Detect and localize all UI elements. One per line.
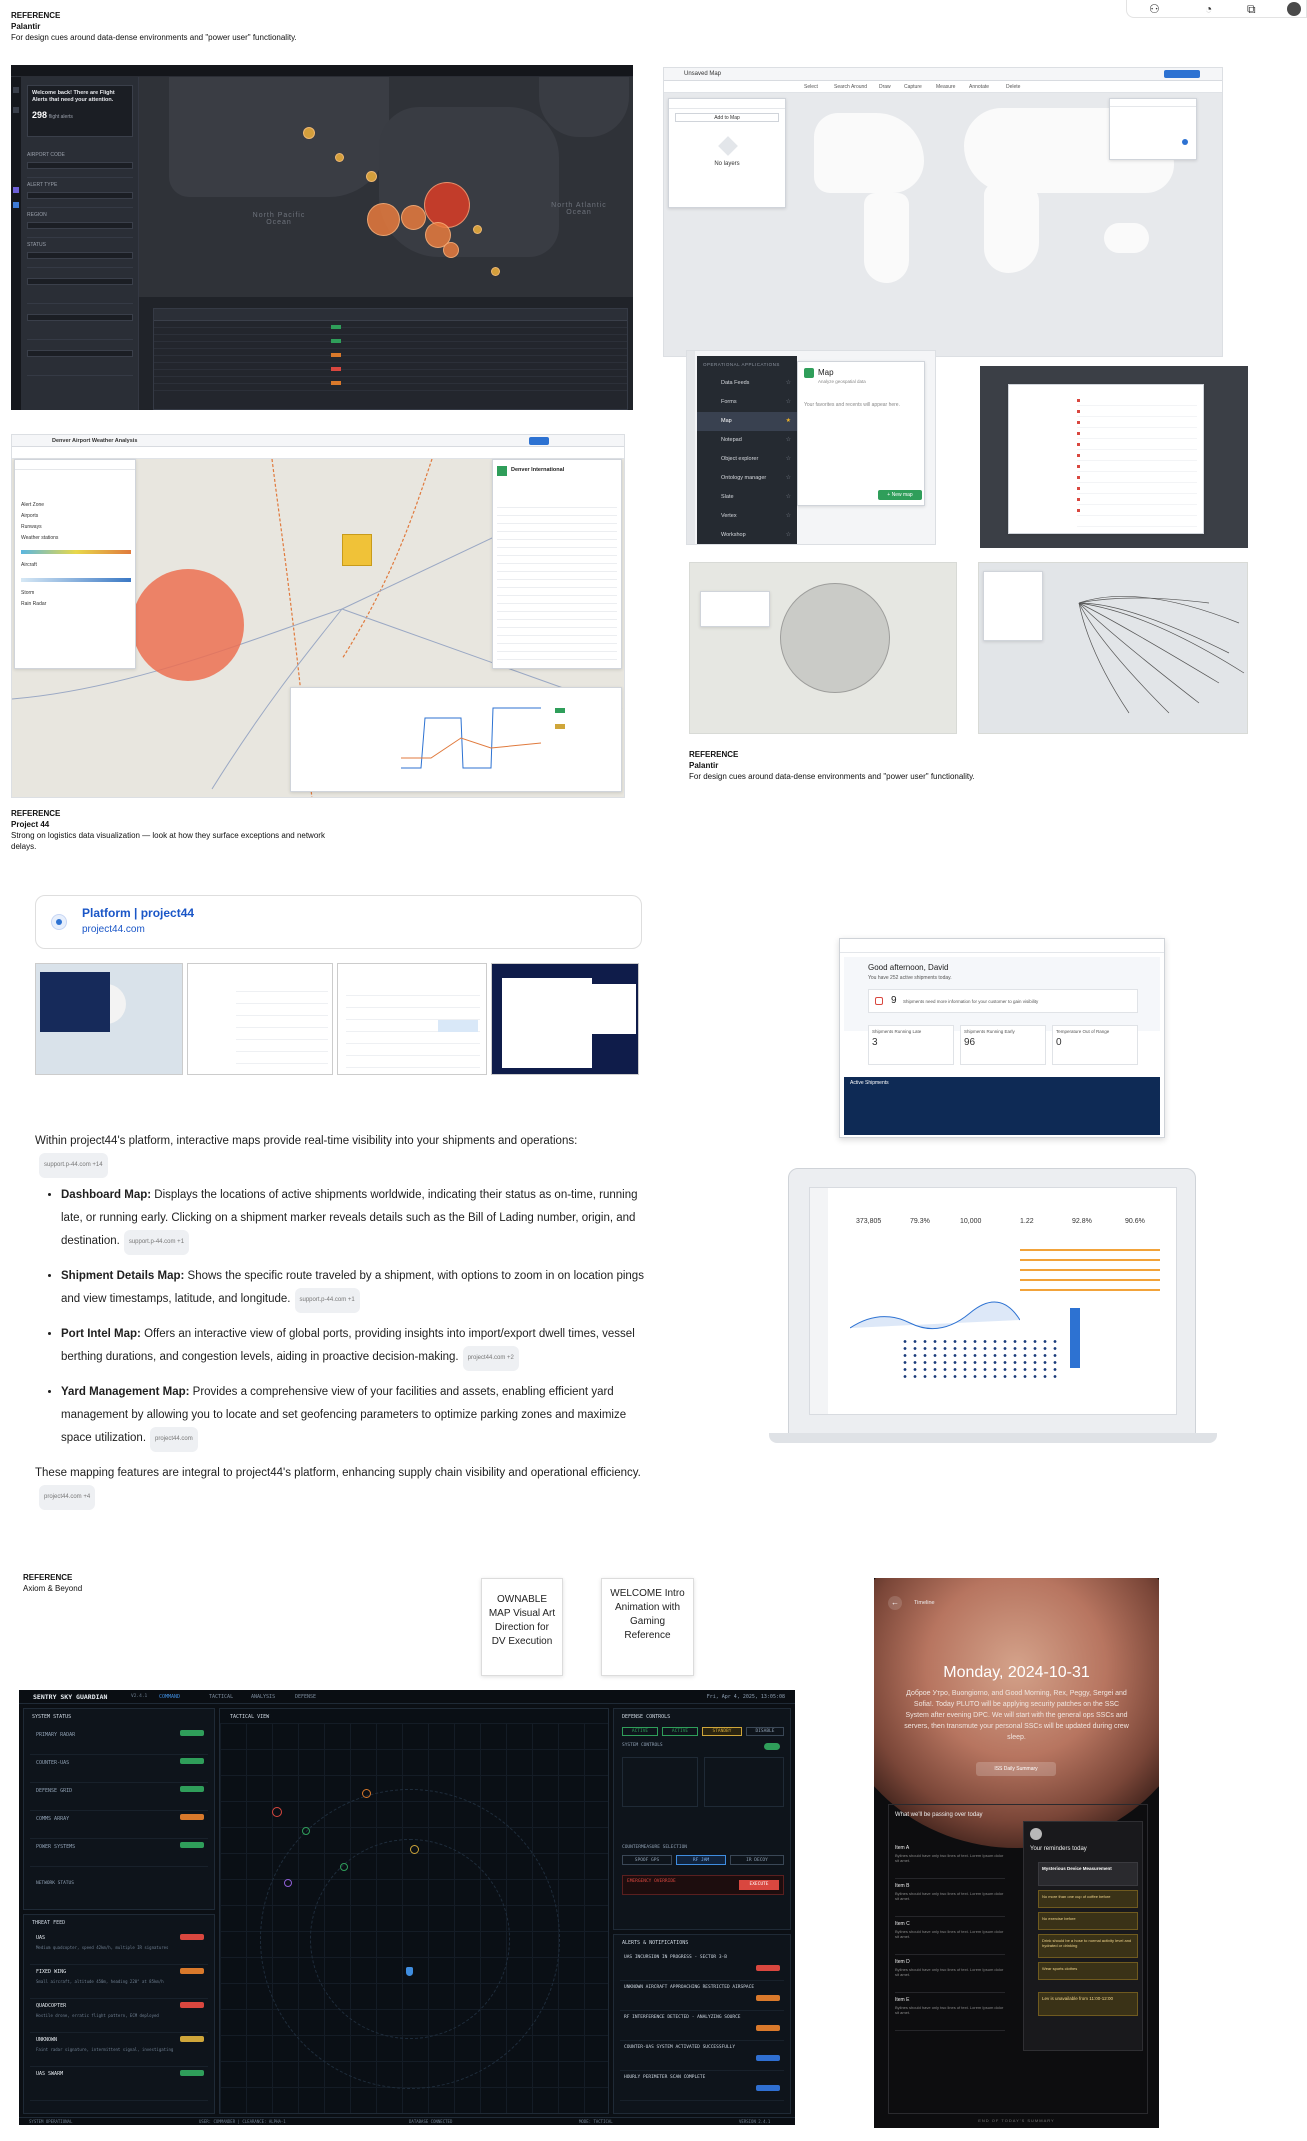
panel-title: ALERTS & NOTIFICATIONS: [622, 1940, 689, 1946]
p44-sub: You have 252 active shipments today.: [868, 975, 952, 981]
selection-card: [1109, 98, 1197, 160]
reminder-item[interactable]: No more than one cup of coffee before: [1038, 1890, 1138, 1908]
table-row[interactable]: [154, 321, 627, 328]
routes-map[interactable]: [978, 562, 1248, 734]
avatar: [1030, 1828, 1042, 1840]
reminder-item[interactable]: No exercise before: [1038, 1912, 1138, 1930]
layer-item[interactable]: Aircraft: [21, 562, 37, 568]
map-bubble[interactable]: [303, 127, 315, 139]
table-row[interactable]: [154, 363, 627, 370]
laptop-screen: [809, 1187, 1177, 1415]
mode-button[interactable]: ACTIVE: [622, 1727, 658, 1736]
execute-button[interactable]: EXECUTE: [739, 1880, 779, 1890]
exceptions-text: Shipments need more information for your customer to gain visibility: [903, 999, 1039, 1004]
network-status-label: NETWORK STATUS: [36, 1881, 74, 1886]
map-card-title: Map: [818, 368, 834, 377]
table-row[interactable]: [154, 384, 627, 391]
airport-zone[interactable]: [342, 534, 372, 566]
sentry-version: V2.4.1: [131, 1694, 148, 1699]
threat-row[interactable]: UAS Medium quadcopter, speed 42km/h, multiple IR signatures: [30, 1931, 208, 1965]
star-icon[interactable]: ☆: [785, 494, 791, 500]
sentry-dashboard: [19, 1690, 795, 2125]
threat-row[interactable]: FIXED WING Small aircraft, altitude 450m, heading 220° at 85km/h: [30, 1965, 208, 1999]
project44-link-card[interactable]: [35, 895, 642, 949]
icon-rail: [11, 77, 21, 410]
axiom-ref: REFERENCE Axiom & Beyond: [23, 1573, 83, 1593]
section-label: SYSTEM CONTROLS: [622, 1743, 663, 1748]
layers-panel: [14, 459, 136, 669]
kpi-value: 79.3%: [910, 1218, 930, 1225]
map-app-icon: [804, 368, 814, 378]
reminder-item[interactable]: Drink should be a hose to normal activity level and hydrated or drinking: [1038, 1934, 1138, 1958]
sentry-clock: Fri, Apr 4, 2025, 13:05:08: [706, 1694, 785, 1700]
threat-marker[interactable]: [340, 1863, 348, 1871]
ocean-label-atlantic: North Atlantic Ocean: [551, 202, 607, 216]
list-item: • Port Intel Map: Offers an interactive view of global ports, providing insights into import/export dwell times, vessel berthing durations, and congestion levels, aiding in proactive decision-making. project44.com +2: [61, 1323, 645, 1371]
kpi-tile[interactable]: Shipments Running Late 3: [868, 1025, 954, 1065]
tool-draw[interactable]: Draw: [879, 84, 891, 90]
alert-row[interactable]: HOURLY PERIMETER SCAN COMPLETE: [620, 2071, 784, 2101]
article-list: [35, 1184, 645, 1452]
project44-ref: REFERENCE Project 44 Strong on logistics data visualization — look at how they surface exceptions and network delays.: [11, 809, 325, 851]
source-tag[interactable]: project44.com +4: [39, 1485, 95, 1510]
cm-button[interactable]: RF JAM: [676, 1855, 726, 1865]
table-row[interactable]: [154, 335, 627, 342]
list-item: • Shipment Details Map: Shows the specific route traveled by a shipment, with options to zoom in on location pings and view timestamps, latitude, and longitude. support.p-44.com +1: [61, 1265, 645, 1313]
table-row[interactable]: [154, 349, 627, 356]
tool-select[interactable]: Select: [804, 84, 818, 90]
weather-map[interactable]: [12, 459, 624, 797]
reminder-item[interactable]: Mysterious Device Measurement: [1038, 1862, 1138, 1886]
save-button[interactable]: [529, 437, 549, 445]
system-row[interactable]: DEFENSE GRID: [30, 1783, 208, 1811]
sticky-note: OWNABLE MAP Visual Art Direction for DV Execution: [481, 1578, 563, 1676]
list-item[interactable]: Item C Bylines should have only two lines of text. Lorem Ipsum dolor sit amet.: [895, 1921, 1005, 1955]
layer-item[interactable]: Runways: [21, 524, 42, 530]
threat-marker[interactable]: [362, 1789, 371, 1798]
exceptions-count: 9: [891, 995, 897, 1006]
mode-button[interactable]: ACTIVE: [662, 1727, 698, 1736]
list-item[interactable]: Item D Bylines should have only two lines of text. Lorem Ipsum dolor sit amet.: [895, 1959, 1005, 1993]
app-menu-item[interactable]: Forms ☆: [721, 399, 791, 405]
map-title: Unsaved Map: [684, 71, 722, 77]
system-row[interactable]: COMMS ARRAY: [30, 1811, 208, 1839]
kpi-value: 1.22: [1020, 1218, 1034, 1225]
layer-item[interactable]: Rain Radar: [21, 601, 47, 607]
kpi-value: 90.6%: [1125, 1218, 1145, 1225]
source-tag[interactable]: support.p-44.com +14: [39, 1153, 108, 1178]
kpi-tile[interactable]: Temperature Out of Range 0: [1052, 1025, 1138, 1065]
layers-icon: [718, 136, 738, 156]
map-toolbar: [664, 81, 1222, 93]
nav-command[interactable]: COMMAND: [159, 1694, 181, 1700]
threat-marker[interactable]: [284, 1879, 292, 1887]
exceptions-card[interactable]: [868, 989, 1138, 1013]
thumbnail[interactable]: [187, 963, 333, 1075]
app-menu-item[interactable]: Vertex ☆: [721, 513, 791, 519]
star-icon[interactable]: ☆: [785, 380, 791, 386]
app-menu-window: [686, 350, 936, 545]
source-tag[interactable]: project44.com +2: [463, 1346, 519, 1371]
flight-alerts-app: [11, 65, 633, 410]
layer-item[interactable]: Alert Zone: [21, 502, 45, 508]
table-row[interactable]: [154, 377, 627, 384]
storm-circle[interactable]: [132, 569, 244, 681]
nav-title: Timeline: [914, 1600, 935, 1606]
palantir-ref-right: REFERENCE Palantir For design cues around data-dense environments and "power user" functionality.: [689, 750, 975, 781]
avatar[interactable]: [1287, 2, 1301, 16]
section-label: COUNTERMEASURE SELECTION: [622, 1845, 688, 1850]
welcome-text: Welcome back! There are Flight Alerts that need your attention.: [32, 90, 115, 103]
alert-row[interactable]: UNKNOWN AIRCRAFT APPROACHING RESTRICTED AIRSPACE: [620, 1981, 784, 2011]
panel-title: SYSTEM STATUS: [32, 1714, 72, 1720]
table-row[interactable]: [154, 342, 627, 349]
active-shipments-map[interactable]: [844, 1077, 1160, 1135]
system-row[interactable]: POWER SYSTEMS: [30, 1839, 208, 1867]
tool-measure[interactable]: Measure: [936, 84, 956, 90]
list-item[interactable]: Item B Bylines should have only two lines of text. Lorem Ipsum dolor sit amet.: [895, 1883, 1005, 1917]
threat-marker[interactable]: [302, 1827, 310, 1835]
nav-analysis[interactable]: ANALYSIS: [251, 1694, 276, 1700]
thumbnail[interactable]: [491, 963, 639, 1075]
app-menu-item[interactable]: Ontology manager ☆: [721, 475, 791, 481]
star-icon[interactable]: ☆: [785, 475, 791, 481]
save-button[interactable]: [1164, 70, 1200, 78]
unsaved-map-app: [663, 67, 1223, 357]
table-row[interactable]: [154, 356, 627, 363]
star-icon[interactable]: ☆: [785, 437, 791, 443]
ref-heading: REFERENCE: [11, 11, 61, 20]
unavailable-note: Lev is unavailable from 11:00-12:00: [1038, 1992, 1138, 2016]
chat-icon[interactable]: ◔: [1205, 2, 1213, 16]
map-header: [664, 68, 1222, 81]
app-menu-header: OPERATIONAL APPLICATIONS: [703, 362, 780, 367]
alert-row[interactable]: RF INTERFERENCE DETECTED - ANALYZING SOURCE: [620, 2011, 784, 2041]
thumbnail[interactable]: [35, 963, 183, 1075]
panel-title: THREAT FEED: [32, 1920, 66, 1926]
alert-count: 298: [32, 110, 48, 120]
no-layers-text: No layers: [714, 161, 740, 167]
kpi-value: 373,805: [856, 1218, 882, 1225]
map-bubble[interactable]: [424, 182, 470, 228]
radius-map[interactable]: [689, 562, 957, 734]
filter-field[interactable]: REGION: [27, 212, 133, 238]
map-bubble[interactable]: [491, 267, 500, 276]
threat-row[interactable]: UAS SWARM: [30, 2067, 208, 2101]
threat-marker[interactable]: [272, 1807, 282, 1817]
mobile-timeline: [874, 1578, 1159, 2128]
article: [35, 1130, 645, 1510]
app-menu-item[interactable]: Object explorer ☆: [721, 456, 791, 462]
filter-field[interactable]: AIRPORT CODE: [27, 152, 133, 178]
share-icon[interactable]: ⚇: [1149, 2, 1160, 16]
thumbnail[interactable]: [337, 963, 487, 1075]
article-outro: These mapping features are integral to project44's platform, enhancing supply chain visibility and operational efficiency.project44.com +4: [35, 1462, 645, 1510]
map-bubble[interactable]: [401, 205, 426, 230]
window-chrome: [1126, 0, 1307, 18]
p44-dashboard: [839, 938, 1165, 1138]
app-menu-item[interactable]: Workshop ☆: [721, 532, 791, 538]
filter-panel: [21, 77, 139, 410]
kpi-value: 10,000: [960, 1218, 982, 1225]
alert-icon: [875, 997, 883, 1005]
nav-defense[interactable]: DEFENSE: [295, 1694, 317, 1700]
weather-title: Denver Airport Weather Analysis: [52, 438, 138, 444]
project44-url: project44.com: [82, 924, 145, 935]
new-map-button[interactable]: + New map: [878, 490, 922, 500]
ref-desc: For design cues around data-dense environments and "power user" functionality.: [11, 33, 297, 42]
add-to-map-button[interactable]: Add to Map: [675, 113, 779, 122]
layer-item[interactable]: Weather stations: [21, 535, 59, 541]
star-icon[interactable]: ☆: [785, 532, 791, 538]
map-bubble[interactable]: [367, 203, 400, 236]
reminders-card: [1023, 1821, 1143, 2051]
app-topbar: [11, 65, 633, 77]
map-bubble[interactable]: [335, 153, 344, 162]
daily-summary-button[interactable]: ISS Daily Summary: [976, 1762, 1056, 1776]
project44-title[interactable]: Platform | project44: [82, 906, 195, 920]
sticky-note: WELCOME Intro Animation with Gaming Reference: [601, 1578, 694, 1676]
kpi-tile[interactable]: Shipments Running Early 96: [960, 1025, 1046, 1065]
notifications-screenshot: [980, 366, 1248, 548]
map-card-body: Your favorites and recents will appear here.: [804, 402, 900, 408]
map-app-card: [797, 361, 925, 506]
threat-feed-panel: [23, 1914, 215, 2114]
layers-panel: [668, 98, 786, 208]
ref-name: Palantir: [11, 22, 41, 31]
table-row[interactable]: [154, 370, 627, 377]
mode-button[interactable]: STANDBY: [702, 1727, 742, 1736]
timeseries-panel: [290, 687, 622, 792]
panel-title: DEFENSE CONTROLS: [622, 1714, 671, 1720]
alert-count-label: flight alerts: [48, 114, 73, 120]
tool-capture[interactable]: Capture: [904, 84, 922, 90]
article-intro: Within project44's platform, interactive maps provide real-time visibility into your shipments and operations:support.p-44.com +14: [35, 1130, 645, 1178]
nav-tactical[interactable]: TACTICAL: [209, 1694, 234, 1700]
kpi-value: 92.8%: [1072, 1218, 1092, 1225]
map-bubble[interactable]: [443, 242, 459, 258]
ocean-label-pacific: North Pacific Ocean: [252, 212, 306, 226]
layer-item[interactable]: Storm: [21, 590, 35, 596]
alerts-panel: [613, 1934, 791, 2114]
hero-message: Доброе Утро, Buongiorno, and Good Morning, Rex, Peggy, Sergei and Sofia!. Today PLUTO will be applying security patches on the SSC System after evening DPC. We will start with the general ops SSCs and servers, then transmute your personal SSCs will be updated during crew sleep.: [904, 1690, 1129, 1741]
reminders-title: Your reminders today: [1030, 1846, 1087, 1852]
system-status-panel: [23, 1708, 215, 1910]
system-row[interactable]: COUNTER-UAS: [30, 1755, 208, 1783]
list-item: • Dashboard Map: Displays the locations of active shipments worldwide, indicating their status as on-time, running late, or running early. Clicking on a shipment marker reveals details such as the Bill of Lading number, origin, and destination. support.p-44.com +1: [61, 1184, 645, 1255]
star-icon[interactable]: ☆: [785, 513, 791, 519]
layer-item[interactable]: Airports: [21, 513, 39, 519]
star-icon[interactable]: ☆: [785, 399, 791, 405]
tool-search[interactable]: Search Around: [834, 84, 868, 90]
dark-map[interactable]: [139, 77, 633, 297]
star-icon[interactable]: ☆: [785, 456, 791, 462]
back-button[interactable]: ←: [888, 1596, 902, 1610]
app-menu-item[interactable]: Notepad ☆: [721, 437, 791, 443]
sentry-footer: SYSTEM OPERATIONAL USER: COMMANDER | CLEARANCE: ALPHA-1 DATABASE CONNECTED MODE: TACTICAL VERSION 2.4.1: [19, 2117, 795, 2125]
alerts-table: [153, 308, 628, 410]
object-title: Denver International: [511, 467, 565, 473]
filter-field[interactable]: STATUS: [27, 242, 133, 268]
map-bubble[interactable]: [473, 225, 482, 234]
star-icon[interactable]: ★: [785, 418, 791, 424]
object-panel: [492, 459, 622, 669]
cm-button[interactable]: SPOOF GPS: [622, 1855, 672, 1865]
filter-field[interactable]: ALERT TYPE: [27, 182, 133, 208]
list-item[interactable]: Item E Bylines should have only two lines of text. Lorem Ipsum dolor sit amet.: [895, 1997, 1005, 2031]
active-shipments-label: Active Shipments: [850, 1080, 889, 1086]
list-item: • Yard Management Map: Provides a comprehensive view of your facilities and assets, enabling efficient yard management by allowing you to locate and set geofencing parameters to optimize parking zones and maximize space utilization. project44.com: [61, 1381, 645, 1452]
app-menu: [697, 356, 797, 545]
sentry-title: SENTRY SKY GUARDIAN: [33, 1693, 108, 1701]
app-menu-item[interactable]: Slate ☆: [721, 494, 791, 500]
source-tag[interactable]: project44.com: [150, 1427, 198, 1452]
sentry-header: [19, 1690, 795, 1704]
defense-controls-panel: [613, 1708, 791, 1930]
map-card-sub: Analyze geospatial data: [818, 379, 866, 384]
toggle[interactable]: [764, 1743, 780, 1750]
palantir-ref-top: [11, 10, 411, 43]
reminder-item[interactable]: Wear sports clothes: [1038, 1962, 1138, 1980]
copy-icon[interactable]: ⧉: [1247, 2, 1256, 16]
shield-icon: [406, 1967, 413, 1976]
summary-footer: END OF TODAY'S SUMMARY: [978, 2118, 1055, 2123]
alert-row[interactable]: COUNTER-UAS SYSTEM ACTIVATED SUCCESSFULLY: [620, 2041, 784, 2071]
app-menu-item[interactable]: Data Feeds ☆: [721, 380, 791, 386]
welcome-card: [27, 85, 133, 137]
table-row[interactable]: [154, 328, 627, 335]
source-tag[interactable]: support.p-44.com +1: [295, 1288, 360, 1313]
threat-row[interactable]: QUADCOPTER Hostile drone, erratic flight pattern, ECM deployed: [30, 1999, 208, 2033]
alert-row[interactable]: UAS INCURSION IN PROGRESS - SECTOR 3-B: [620, 1951, 784, 1981]
filter-list: [27, 152, 133, 376]
app-menu-item-selected[interactable]: Map ★: [697, 412, 797, 431]
threat-row[interactable]: UNKNOWN Faint radar signature, intermittent signal, investigating: [30, 2033, 208, 2067]
passing-section: [888, 1804, 1148, 2114]
emergency-override: EMERGENCY OVERRIDE EXECUTE: [622, 1875, 784, 1895]
source-tag[interactable]: support.p-44.com +1: [124, 1230, 189, 1255]
tactical-view[interactable]: [219, 1708, 609, 2114]
project44-logo-icon: [51, 914, 67, 930]
system-row[interactable]: PRIMARY RADAR: [30, 1727, 208, 1755]
tool-delete[interactable]: Delete: [1006, 84, 1021, 90]
threat-marker[interactable]: [410, 1845, 419, 1854]
tool-annotate[interactable]: Annotate: [969, 84, 990, 90]
panel-title: TACTICAL VIEW: [230, 1714, 270, 1720]
map-bubble[interactable]: [366, 171, 377, 182]
hero-date: Monday, 2024-10-31: [943, 1664, 1090, 1681]
mode-button[interactable]: DISABLE: [746, 1727, 784, 1736]
cm-button[interactable]: IR DECOY: [730, 1855, 784, 1865]
weather-analysis-app: [11, 434, 625, 798]
section-title: What we'll be passing over today: [895, 1812, 983, 1818]
list-item[interactable]: Item A Bylines should have only two lines of text. Lorem Ipsum dolor sit amet.: [895, 1845, 1005, 1879]
laptop-mockup: [788, 1168, 1196, 1434]
weather-header: [12, 435, 624, 447]
p44-greeting: Good afternoon, David: [868, 963, 949, 972]
